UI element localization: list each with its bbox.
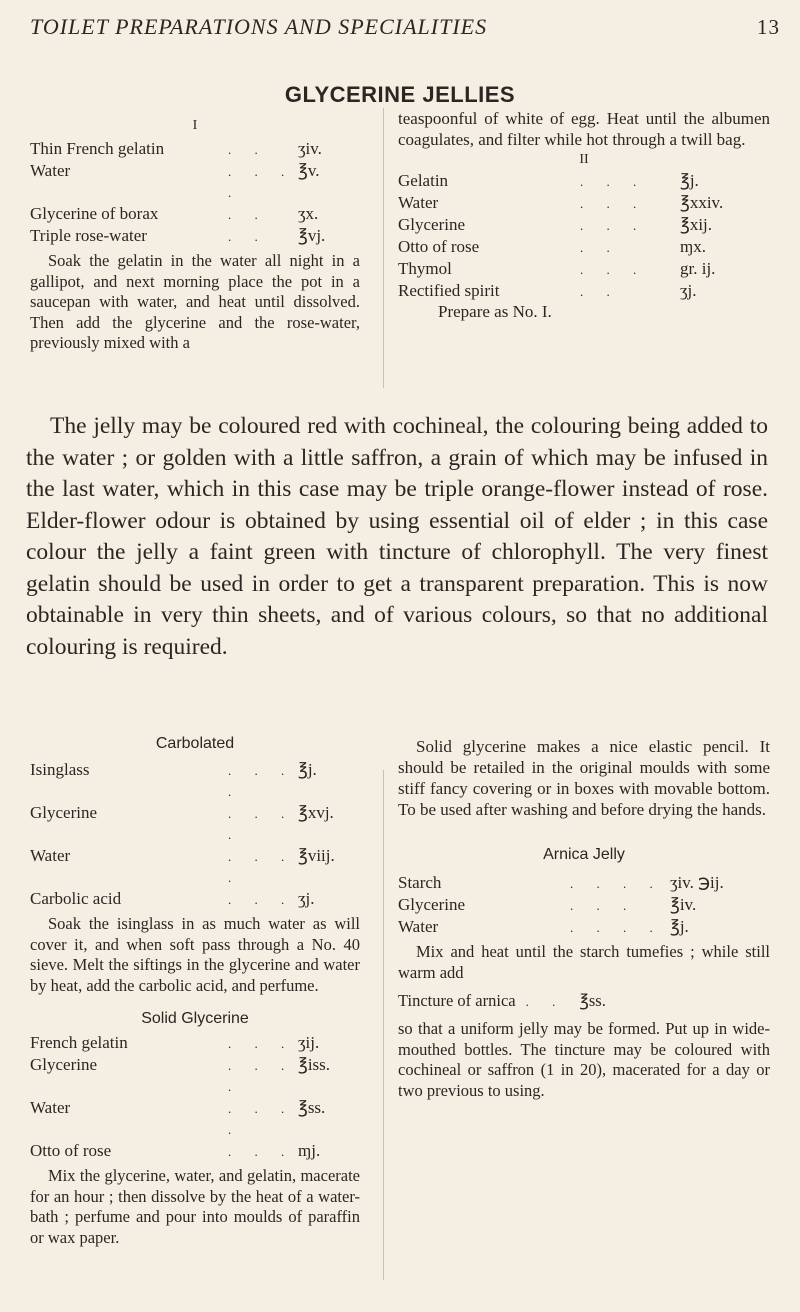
ingredient-row: Water . . . . ℥viij. [30,846,335,885]
main-paragraph: The jelly may be coloured red with cochineal, the colouring being added to the water ; or golden with a little saffron, a grain of which may be infused in the last water, which in this case may be triple orange-flower instead of rose. Elder-flower odour is obtained by using essential oil of elder ; in this case colour the jelly a faint green with tincture of chlorophyll. The very finest gelatin should be used in order to get a transparent preparation. This is now obtainable in very thin sheets, and of various colours, so that no additional colouring is required. [26,413,768,660]
recipe-2-note: Prepare as No. I. [438,302,552,321]
recipe-2-numeral: II [579,152,589,167]
ingredient-row: Water . . . . ℥v. [30,161,320,200]
ingredient-row: Glycerine . . . ℥iv. [398,895,697,914]
arnica-ingredients [398,872,770,938]
ingredient-row: Water . . . . ℥j. [398,917,689,936]
ingredient-row: Thymol . . . gr. ij. [398,259,716,278]
ingredient-row: Carbolic acid . . . ʒj. [30,889,315,908]
recipe-1-numeral: I [192,118,198,133]
ingredient-row: Starch . . . . ʒiv. ℈ij. [398,873,724,892]
ingredient-row: Water . . . . ℥ss. [30,1098,326,1137]
ingredient-row: Gelatin . . . ℥j. [398,171,699,190]
ingredient-row: Otto of rose . . . ɱj. [30,1141,321,1160]
section-title: GLYCERINE JELLIES [284,82,516,107]
running-title: TOILET PREPARATIONS AND SPECIALITIES [30,14,488,39]
carbolated-method: Soak the isinglass in as much water as will cover it, and when soft pass through a No. 40 sieve. Melt the siftings in the glycerine and water by heat, add the carbolic acid, and perfume. [30,914,360,995]
ingredient-row: Glycerine of borax . . ʒx. [30,204,319,223]
arnica-tincture-row: Tincture of arnica . . ℥ss. [398,991,606,1010]
ingredient-row: Water . . . ℥xxiv. [398,193,724,212]
solid-glycerine-method: Mix the glycerine, water, and gelatin, macerate for an hour ; then dissolve by the heat of a water-bath ; perfume and pour into moulds of paraffin or wax paper. [30,1166,360,1247]
solid-glycerine-ingredients [30,1032,360,1162]
ingredient-row: French gelatin . . . ʒij. [30,1033,320,1052]
arnica-method-2: so that a uniform jelly may be formed. Put up in wide-mouthed bottles. The tincture may be coloured with cochineal or saffron (1 in 20), macerated for a day or two previous to using. [398,1019,770,1100]
right-bottom-column [398,736,770,1101]
ingredient-row: Otto of rose . . ɱx. [398,237,706,256]
running-header [30,14,780,40]
ingredient-row: Glycerine . . . . ℥iss. [30,1055,331,1094]
column-rule [383,770,384,1280]
recipe-carbolated [30,735,360,1248]
page-number: 13 [757,15,780,39]
recipe-1 [30,118,360,354]
ingredient-row: Rectified spirit . . ʒj. [398,281,697,300]
solid-glycerine-note: Solid glycerine makes a nice elastic pencil. It should be retailed in the original moulds with some stiff fancy covering or in boxes with movable bottom. To be used after washing and before drying the hands. [398,737,770,819]
recipe-1-method-continued: teaspoonful of white of egg. Heat until the albumen coagulates, and filter while hot through a twill bag. [398,109,770,149]
column-rule [383,108,384,388]
ingredient-row: Glycerine . . . ℥xij. [398,215,713,234]
recipe-1-ingredients [30,138,360,247]
ingredient-row: Isinglass . . . . ℥j. [30,760,317,799]
ingredient-row: Thin French gelatin . . ʒiv. [30,139,322,158]
carbolated-title: Carbolated [155,735,235,752]
ingredient-row: Glycerine . . . . ℥xvj. [30,803,334,842]
arnica-jelly-title: Arnica Jelly [543,846,625,863]
ingredient-row: Triple rose-water . . ℥vj. [30,226,326,245]
recipe-1-method: Soak the gelatin in the water all night in a gallipot, and next morning place the pot in a saucepan with water, and heat until dissolved. Then add the glycerine and the rose-water, previously mixed with a [30,251,360,352]
recipe-2-column [398,108,770,323]
solid-glycerine-title: Solid Glycerine [141,1010,249,1027]
recipe-2-ingredients [398,170,770,302]
carbolated-ingredients [30,759,360,910]
arnica-method: Mix and heat until the starch tumefies ; while still warm add [398,942,770,982]
